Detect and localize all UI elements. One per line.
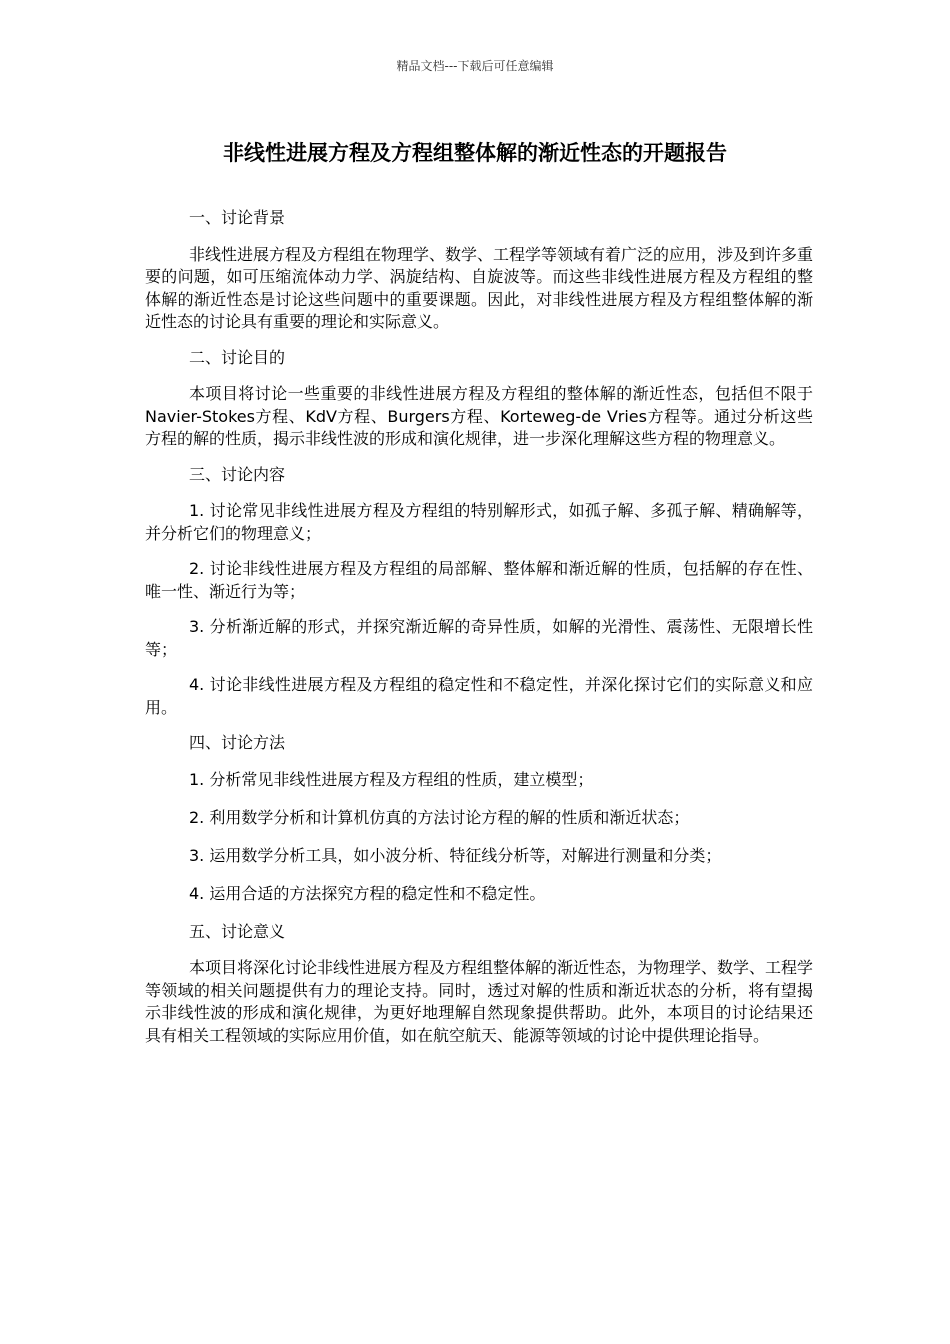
content-item: 3. 分析渐近解的形式，并探究渐近解的奇异性质，如解的光滑性、震荡性、无限增长性等；	[145, 617, 813, 659]
content-item: 4. 讨论非线性进展方程及方程组的稳定性和不稳定性，并深化探讨它们的实际意义和应用。	[145, 675, 813, 717]
method-item: 1. 分析常见非线性进展方程及方程组的性质，建立模型；	[189, 769, 594, 789]
section-heading-content: 三、讨论内容	[189, 464, 286, 484]
paragraph-purpose: 本项目将讨论一些重要的非线性进展方程及方程组的整体解的渐近性态，包括但不限于Navier-Stokes方程、KdV方程、Burgers方程、Korteweg-de Vries方程等。通过分析这些方程的解的性质，揭示非线性波的形成和演化规律，进一步深化理解这些方程的物理意义。	[145, 384, 813, 448]
method-item: 4. 运用合适的方法探究方程的稳定性和不稳定性。	[189, 883, 546, 903]
section-heading-purpose: 二、讨论目的	[189, 347, 286, 367]
paragraph-background: 非线性进展方程及方程组在物理学、数学、工程学等领域有着广泛的应用，涉及到许多重要的问题，如可压缩流体动力学、涡旋结构、自旋波等。而这些非线性进展方程及方程组的整体解的渐近性态是讨论这些问题中的重要课题。因此，对非线性进展方程及方程组整体解的渐近性态的讨论具有重要的理论和实际意义。	[145, 244, 814, 331]
method-item: 3. 运用数学分析工具，如小波分析、特征线分析等，对解进行测量和分类；	[189, 845, 722, 865]
section-heading-significance: 五、讨论意义	[189, 921, 286, 941]
content-item: 2. 讨论非线性进展方程及方程组的局部解、整体解和渐近解的性质，包括解的存在性、唯一性、渐近行为等；	[145, 559, 813, 601]
section-heading-method: 四、讨论方法	[189, 733, 286, 752]
method-item: 2. 利用数学分析和计算机仿真的方法讨论方程的解的性质和渐近状态；	[189, 807, 690, 827]
document-title: 非线性进展方程及方程组整体解的渐近性态的开题报告	[223, 141, 727, 165]
paragraph-significance: 本项目将深化讨论非线性进展方程及方程组整体解的渐近性态，为物理学、数学、工程学等领域的相关问题提供有力的理论支持。同时，透过对解的性质和渐近状态的分析，将有望揭示非线性波的形成和演化规律，为更好地理解自然现象提供帮助。此外，本项目的讨论结果还具有相关工程领域的实际应用价值，如在航空航天、能源等领域的讨论中提供理论指导。	[145, 958, 814, 1045]
document-body	[145, 207, 813, 1060]
section-heading-background: 一、讨论背景	[189, 208, 286, 227]
page-header: 精品文档---下载后可任意编辑	[396, 59, 554, 73]
content-item: 1. 讨论常见非线性进展方程及方程组的特别解形式，如孤子解、多孤子解、精确解等，并分析它们的物理意义；	[145, 501, 813, 543]
